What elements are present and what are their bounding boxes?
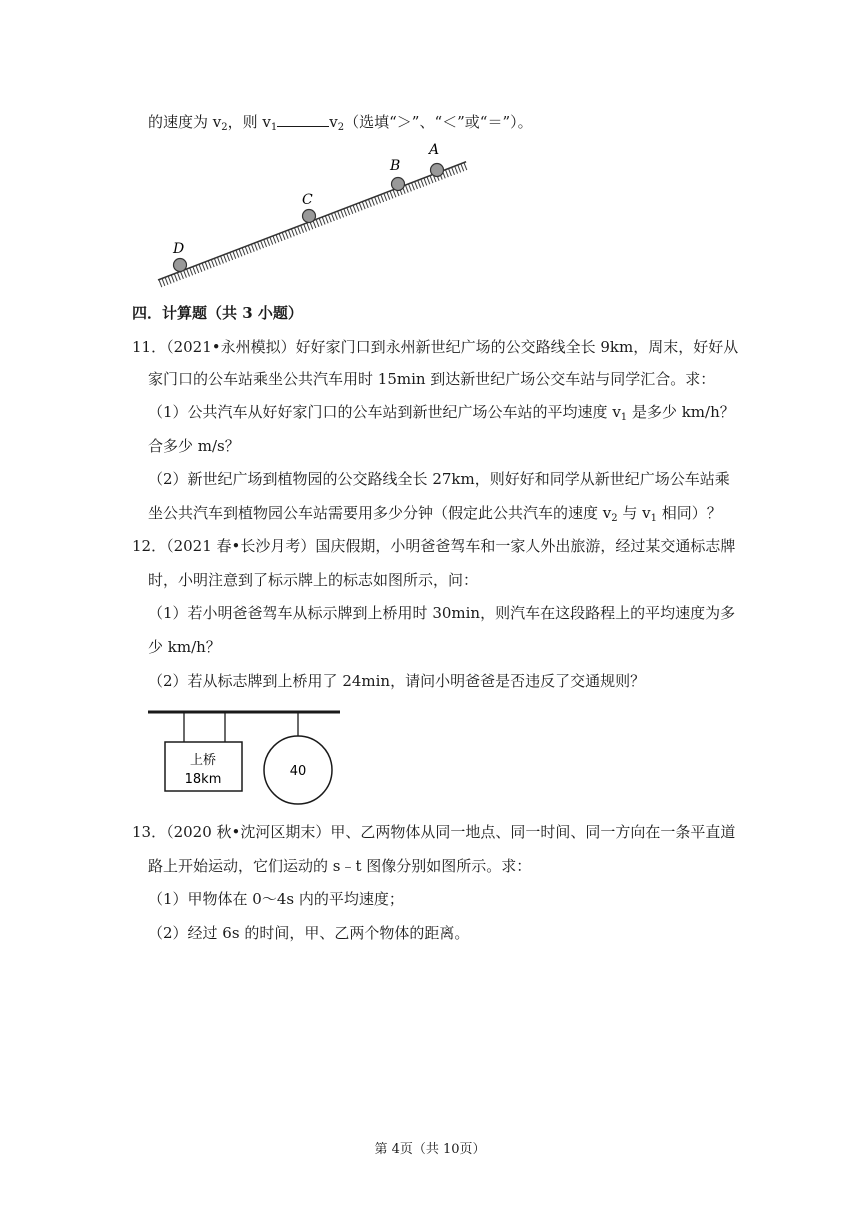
q11-line-3 <box>148 402 735 422</box>
subscript: 2 <box>337 122 345 133</box>
fill-in-blank-line: 的速度为 $v_2$，则 $v_1$ $v_2$（选填“＞”、“＜”或“＝”）。 <box>148 113 533 133</box>
text-segment: 与 v <box>617 504 651 522</box>
q11-line-4: 合多少 m/s？ <box>148 437 240 455</box>
text-segment: ，则 v <box>227 113 271 131</box>
subscript: 2 <box>221 122 228 133</box>
subscript: 1 <box>650 513 658 524</box>
q11-line-2: 家门口的公车站乘坐公共汽车用时 15min 到达新世纪广场公交车站与同学汇合。求： <box>148 370 716 388</box>
sign-distance: 18km <box>184 772 222 787</box>
label-c: C <box>302 192 313 208</box>
subscript: 2 <box>611 513 618 524</box>
q12-line-5: （2）若从标志牌到上桥用了 24min，请问小明爸爸是否违反了交通规则？ <box>148 672 646 690</box>
sign-destination: 上桥 <box>189 753 217 768</box>
ball-c <box>303 210 316 223</box>
text-segment: 是多少 km/h？ <box>627 403 735 421</box>
q11-line-5: （2）新世纪广场到植物园的公交路线全长 27km，则好好和同学从新世纪广场公车站乘 <box>148 470 730 488</box>
q12-line-1: 12．（2021 春•长沙月考）国庆假期，小明爸爸驾车和一家人外出旅游，经过某交通标志牌 <box>132 537 736 555</box>
text-segment: 的速度为 v <box>148 113 222 131</box>
q13-line-4: （2）经过 6s 的时间，甲、乙两个物体的距离。 <box>148 924 470 942</box>
incline-hatching <box>158 162 469 288</box>
label-d: D <box>173 241 185 257</box>
text-segment: （选填“＞”、“＜”或“＝”）。 <box>344 113 533 131</box>
q13-line-2: 路上开始运动，它们运动的 s﹣t 图像分别如图所示。求： <box>148 857 532 875</box>
q13-line-3: （1）甲物体在 0～4s 内的平均速度； <box>148 890 404 908</box>
ball-b <box>392 178 405 191</box>
text-segment: 坐公共汽车到植物园公车站需要用多少分钟（假定此公共汽车的速度 v <box>148 504 612 522</box>
section-heading <box>132 303 303 323</box>
page-footer: 第 4页（共 10页） <box>374 1142 486 1157</box>
q12-line-3: （1）若小明爸爸驾车从标示牌到上桥用时 30min，则汽车在这段路程上的平均速度为多 <box>148 604 736 622</box>
answer-blank[interactable] <box>277 112 329 127</box>
text-segment: （1）公共汽车从好好家门口的公车站到新世纪广场公车站的平均速度 v <box>148 403 621 421</box>
q12-line-4: 少 km/h？ <box>148 638 221 656</box>
label-a: A <box>429 142 440 158</box>
ball-d <box>174 259 187 272</box>
subscript: 1 <box>270 122 278 133</box>
q13-line-1: 13．（2020 秋•沈河区期末）甲、乙两物体从同一地点、同一时间、同一方向在一条平直道 <box>132 823 736 841</box>
ball-a <box>431 164 444 177</box>
incline-figure <box>150 140 470 290</box>
q11-line-6 <box>148 503 722 523</box>
speed-limit-value: 40 <box>289 764 307 779</box>
subscript: 1 <box>620 412 628 423</box>
text-segment: 相同）？ <box>657 504 722 522</box>
label-b: B <box>390 158 401 174</box>
q12-line-2: 时，小明注意到了标示牌上的标志如图所示，问： <box>148 571 479 589</box>
section-heading-text: 四．计算题（共 3 小题） <box>132 304 303 322</box>
q11-line-1: 11．（2021•永州模拟）好好家门口到永州新世纪广场的公交路线全长 9km，周末，好好从 <box>132 338 739 356</box>
traffic-sign-figure <box>148 706 348 806</box>
